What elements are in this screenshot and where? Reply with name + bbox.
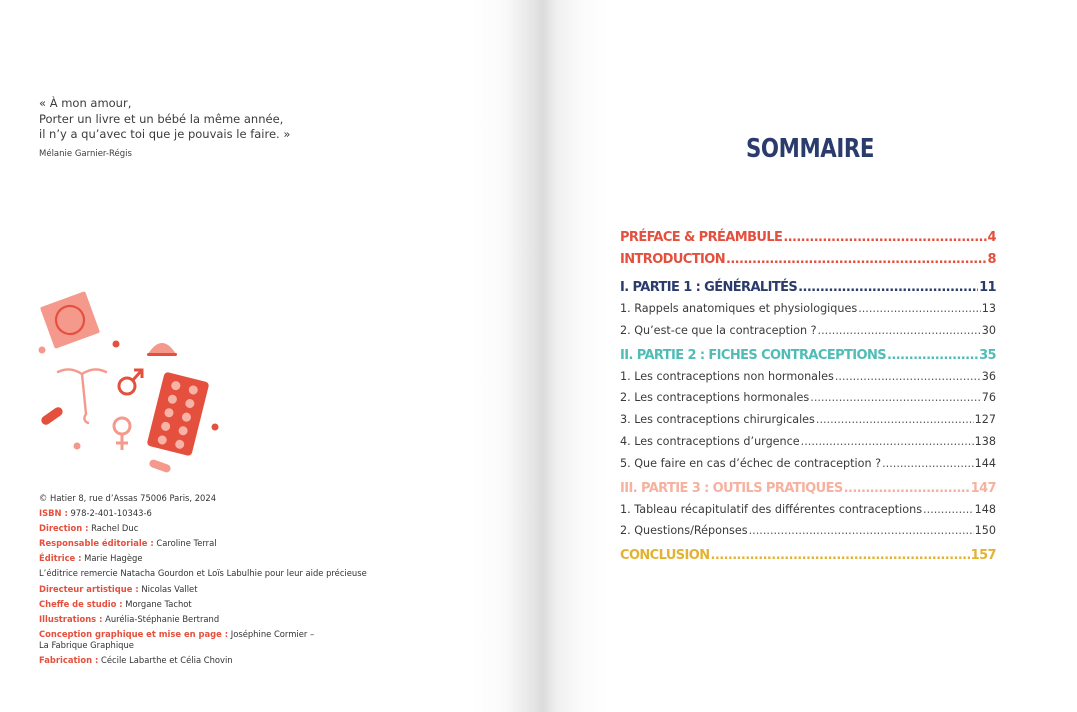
toc-page-number: 147 (970, 480, 996, 496)
left-page (0, 0, 500, 712)
toc-page-number: 11 (979, 280, 996, 295)
credit-value: Cécile Labarthe et Célia Chovin (98, 654, 233, 665)
toc-leader-dots (818, 324, 981, 337)
toc-label: PRÉFACE & PRÉAMBULE (620, 230, 783, 245)
credit-key: Illustrations : (39, 613, 103, 624)
toc-item[interactable] (620, 457, 996, 479)
credit-key: Cheffe de studio : (39, 598, 123, 609)
toc-leader-dots (882, 457, 974, 470)
table-of-contents (620, 230, 996, 570)
credit-key: Directeur artistique : (39, 583, 139, 594)
toc-item[interactable] (620, 524, 996, 546)
toc-leader-dots (887, 348, 978, 363)
toc-page-number: 76 (981, 391, 996, 405)
credit-key: ISBN : (39, 508, 68, 519)
dot-icon (39, 347, 46, 354)
credit-illustrations (39, 614, 369, 625)
toc-leader-dots (923, 503, 974, 516)
female-symbol-icon (114, 418, 130, 450)
toc-label: III. PARTIE 3 : OUTILS PRATIQUES (620, 480, 843, 496)
condom-packet-icon (40, 291, 100, 349)
credit-isbn (39, 508, 369, 519)
credit-key: Direction : (39, 523, 89, 534)
contraception-illustration (34, 288, 224, 478)
dot-icon (113, 341, 120, 348)
credit-editrice (39, 553, 369, 564)
page-title: SOMMAIRE (745, 134, 875, 164)
credits (39, 493, 369, 670)
toc-label: CONCLUSION (620, 548, 710, 564)
credit-value: 978-2-401-10343-6 (67, 508, 152, 519)
toc-label: I. PARTIE 1 : GÉNÉRALITÉS (620, 280, 798, 295)
toc-page-number: 35 (979, 347, 996, 363)
toc-page-number: 157 (970, 548, 996, 564)
credit-key: Conception graphique et mise en page : (39, 628, 229, 639)
credit-value-line2: La Fabrique Graphique (39, 639, 134, 650)
dedication-line: Porter un livre et un bébé la même année, (39, 111, 284, 126)
credit-thanks: L’éditrice remercie Natacha Gourdon et Loïs Labulhie pour leur aide précieuse (39, 568, 367, 579)
toc-page-number: 8 (987, 252, 996, 267)
toc-label: 4. Les contraceptions d’urgence (620, 434, 800, 448)
credit-copyright: © Hatier 8, rue d’Assas 75006 Paris, 2024 (39, 493, 217, 503)
toc-page-number: 4 (987, 230, 996, 245)
credit-value: Joséphine Cormier – (228, 628, 315, 639)
toc-section[interactable] (620, 348, 996, 370)
toc-section[interactable] (620, 280, 996, 302)
dedication-line: il n’y a qu’avec toi que je pouvais le faire. » (39, 127, 291, 141)
toc-item[interactable] (620, 324, 996, 346)
toc-item[interactable] (620, 413, 996, 435)
male-symbol-icon (119, 370, 142, 394)
toc-leader-dots (783, 230, 986, 245)
toc-leader-dots (844, 481, 970, 496)
toc-page-number: 30 (981, 323, 996, 337)
toc-page-number: 138 (974, 434, 996, 448)
credit-value: Aurélia-Stéphanie Bertrand (102, 613, 220, 624)
dedication-line: « À mon amour, (39, 96, 132, 110)
toc-label: 1. Tableau récapitulatif des différentes contraceptions (620, 502, 923, 516)
toc-page-number: 127 (974, 413, 996, 427)
toc-item[interactable] (620, 435, 996, 457)
toc-leader-dots (726, 252, 987, 267)
toc-item[interactable] (620, 302, 996, 324)
toc-page-number: 148 (974, 502, 996, 516)
dedication-author: Mélanie Garnier-Régis (39, 148, 132, 159)
toc-leader-dots (858, 302, 981, 315)
toc-item[interactable] (620, 370, 996, 392)
toc-page-number: 144 (974, 456, 996, 470)
credit-key: Responsable éditoriale : (39, 538, 154, 549)
credit-direction (39, 523, 369, 534)
toc-label: 2. Qu’est-ce que la contraception ? (620, 323, 817, 337)
credit-value: Morgane Tachot (122, 598, 192, 609)
credit-key: Fabrication : (39, 654, 99, 665)
iud-icon (58, 369, 106, 423)
pill-blister-icon (146, 372, 209, 457)
credit-value: Nicolas Vallet (138, 583, 198, 594)
credit-conception (39, 629, 369, 651)
toc-page-number: 150 (974, 524, 996, 538)
credit-value: Marie Hagège (81, 553, 143, 564)
dot-icon (74, 443, 81, 450)
toc-label: II. PARTIE 2 : FICHES CONTRACEPTIONS (620, 347, 887, 363)
credit-responsable (39, 538, 369, 549)
credit-key: Éditrice : (39, 553, 82, 564)
toc-leader-dots (749, 524, 974, 537)
toc-label: 2. Les contraceptions hormonales (620, 391, 810, 405)
toc-label: 5. Que faire en cas d’échec de contraception ? (620, 456, 882, 470)
toc-item[interactable] (620, 503, 996, 525)
toc-section[interactable] (620, 481, 996, 503)
diaphragm-icon (147, 343, 177, 356)
dedication (39, 96, 299, 159)
toc-label: 1. Rappels anatomiques et physiologiques (620, 302, 858, 315)
toc-item[interactable] (620, 391, 996, 413)
toc-section[interactable] (620, 252, 996, 274)
toc-label: 1. Les contraceptions non hormonales (620, 369, 834, 383)
credit-value: Caroline Terral (153, 538, 217, 549)
credit-cheffe-studio (39, 599, 369, 610)
toc-label: 3. Les contraceptions chirurgicales (620, 413, 815, 427)
toc-page-number: 36 (981, 369, 996, 383)
pill-icon (148, 458, 171, 473)
toc-leader-dots (798, 280, 978, 295)
toc-label: INTRODUCTION (620, 252, 725, 267)
toc-leader-dots (835, 370, 981, 383)
toc-leader-dots (711, 548, 970, 563)
pill-icon (40, 405, 65, 426)
credit-directeur-artistique (39, 584, 369, 595)
credit-value: Rachel Duc (88, 523, 139, 534)
toc-section[interactable] (620, 548, 996, 570)
toc-section[interactable] (620, 230, 996, 252)
toc-label: 2. Questions/Réponses (620, 524, 748, 538)
dot-icon (212, 424, 219, 431)
credit-fabrication (39, 655, 369, 666)
toc-leader-dots (810, 391, 980, 404)
toc-leader-dots (816, 413, 974, 426)
toc-leader-dots (801, 435, 974, 448)
toc-page-number: 13 (981, 302, 996, 315)
